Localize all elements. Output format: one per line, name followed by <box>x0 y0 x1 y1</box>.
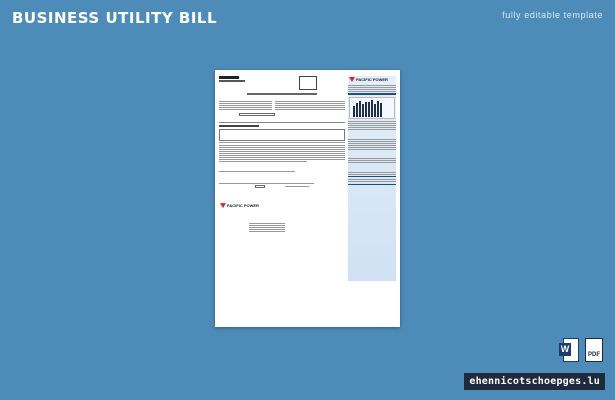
format-icons <box>559 338 603 362</box>
usage-chart <box>349 97 395 119</box>
site-url-badge: ehennicotschoepges.lu <box>464 373 605 390</box>
bill-document-preview <box>215 70 400 327</box>
company-logo-top: PACIFIC POWER <box>348 76 396 83</box>
bill-right-column <box>348 76 396 281</box>
pdf-file-icon[interactable]: PDF <box>585 338 603 362</box>
page-subtitle: fully editable template <box>502 10 603 20</box>
company-logo-bottom: PACIFIC POWER <box>219 202 345 209</box>
logo-icon <box>220 203 226 208</box>
page-title: BUSINESS UTILITY BILL <box>12 9 218 27</box>
logo-icon <box>349 77 355 82</box>
word-file-icon[interactable]: W <box>559 338 579 362</box>
bill-left-column <box>219 76 345 234</box>
